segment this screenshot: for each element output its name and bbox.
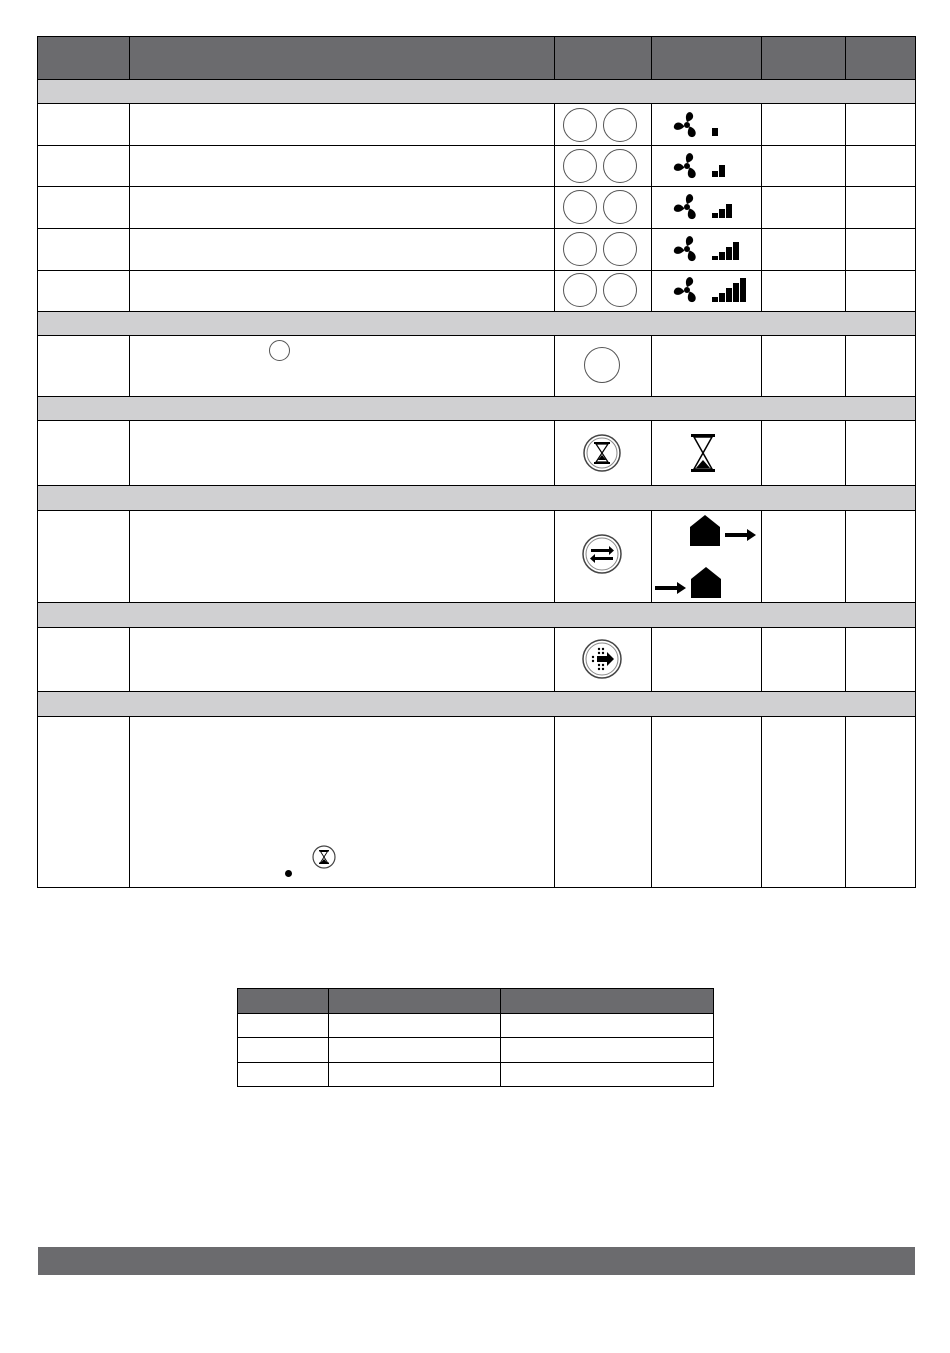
- button-circle: [563, 273, 597, 307]
- table-border: [37, 36, 916, 888]
- button-circle: [603, 232, 637, 266]
- button-circle: [584, 347, 620, 383]
- signal-bars-icon: [709, 236, 753, 262]
- fan-icon: [671, 109, 703, 141]
- signal-bars-icon: [709, 153, 753, 179]
- house-icon: [688, 513, 722, 547]
- inline-button-circle: [269, 340, 290, 361]
- dots-arrow-icon: [581, 638, 623, 680]
- button-circle: [563, 190, 597, 224]
- button-circle: [603, 108, 637, 142]
- button-circle: [563, 108, 597, 142]
- footer-bar: [38, 1247, 915, 1275]
- swap-arrows-icon: [581, 533, 623, 575]
- button-circle: [603, 273, 637, 307]
- signal-bars-icon: [709, 276, 753, 304]
- arrow-right-icon: [655, 581, 687, 595]
- bullet-dot: [285, 870, 292, 877]
- house-icon: [689, 565, 723, 599]
- arrow-right-icon: [725, 528, 757, 542]
- fan-icon: [671, 150, 703, 182]
- hourglass-icon: [688, 432, 718, 474]
- hourglass-button-icon: [582, 433, 622, 473]
- signal-bars-icon: [709, 112, 753, 138]
- signal-bars-icon: [709, 194, 753, 220]
- button-circle: [563, 232, 597, 266]
- fan-icon: [671, 274, 703, 306]
- button-circle: [603, 190, 637, 224]
- hourglass-inline-icon: [312, 845, 336, 869]
- fan-icon: [671, 191, 703, 223]
- button-circle: [563, 149, 597, 183]
- fan-icon: [671, 233, 703, 265]
- button-circle: [603, 149, 637, 183]
